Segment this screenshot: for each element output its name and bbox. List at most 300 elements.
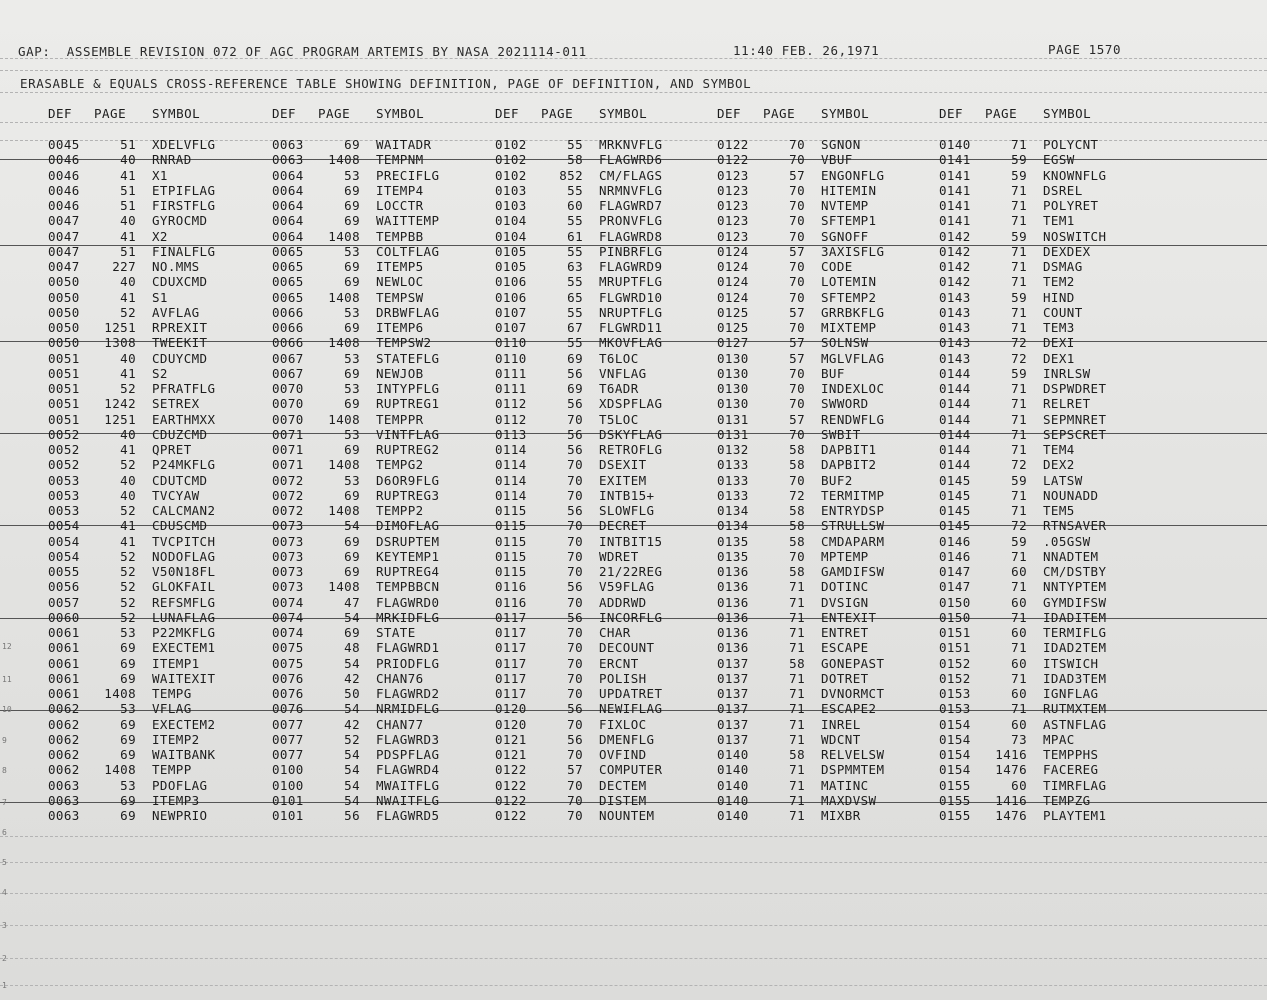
symbol-cell: STATEFLG <box>376 350 440 366</box>
def-cell: 0062 <box>48 701 80 717</box>
table-row <box>495 473 717 488</box>
table-row <box>939 213 1161 228</box>
table-row <box>48 595 270 610</box>
symbol-cell: GYMDIFSW <box>1043 594 1107 610</box>
page-cell: 41 <box>120 228 136 244</box>
symbol-cell: CDUTCMD <box>152 472 208 488</box>
page-cell: 57 <box>789 243 805 259</box>
page-cell: 51 <box>120 198 136 213</box>
page-cell: 71 <box>1011 442 1027 457</box>
page-cell: 71 <box>1011 259 1027 274</box>
symbol-cell: KNOWNFLG <box>1043 167 1107 183</box>
page-cell: 71 <box>789 716 805 732</box>
def-cell: 0073 <box>272 518 304 534</box>
table-row <box>495 229 717 244</box>
page-cell: 71 <box>1011 640 1027 656</box>
table-row <box>272 503 494 518</box>
def-cell: 0102 <box>495 152 527 168</box>
symbol-cell: DECTEM <box>599 777 647 793</box>
page-cell: 53 <box>344 243 360 259</box>
def-cell: 0112 <box>495 411 527 427</box>
page-cell: 71 <box>1011 243 1027 259</box>
def-cell: 0131 <box>717 411 749 427</box>
symbol-cell: FLAGWRD1 <box>376 640 440 656</box>
table-row <box>495 168 717 183</box>
symbol-cell: PRONVFLG <box>599 213 663 229</box>
table-row <box>939 412 1161 427</box>
def-cell: 0116 <box>495 579 527 595</box>
page-cell: 1308 <box>104 335 136 351</box>
page-cell: 70 <box>789 274 805 290</box>
page-cell: 56 <box>567 503 583 518</box>
symbol-cell: GLOKFAIL <box>152 579 216 595</box>
def-cell: 0145 <box>939 487 971 503</box>
def-cell: 0141 <box>939 152 971 168</box>
page-cell: 1408 <box>328 289 360 305</box>
symbol-cell: DRBWFLAG <box>376 304 440 320</box>
def-cell: 0111 <box>495 365 527 381</box>
symbol-cell: GRRBKFLG <box>821 304 885 320</box>
page-cell: 60 <box>1011 594 1027 610</box>
column-header <box>717 106 939 124</box>
ruled-line <box>0 958 1267 959</box>
def-cell: 0142 <box>939 274 971 290</box>
def-cell: 0106 <box>495 274 527 290</box>
def-cell: 0103 <box>495 182 527 198</box>
def-cell: 0137 <box>717 716 749 732</box>
table-row <box>495 564 717 579</box>
table-row <box>495 290 717 305</box>
def-cell: 0124 <box>717 259 749 274</box>
table-row <box>272 152 494 167</box>
symbol-cell: INDEXLOC <box>821 381 885 396</box>
symbol-cell: LOTEMIN <box>821 274 877 290</box>
symbol-cell: DEX2 <box>1043 457 1075 473</box>
table-subtitle: ERASABLE & EQUALS CROSS-REFERENCE TABLE SHOWING DEFINITION, PAGE OF DEFINITION, AND SYMBOL <box>20 76 752 91</box>
page-cell: 40 <box>120 152 136 168</box>
table-row <box>717 579 939 594</box>
def-cell: 0154 <box>939 731 971 747</box>
page-cell: 70 <box>789 381 805 396</box>
table-row <box>48 671 270 686</box>
table-row <box>272 762 494 777</box>
symbol-cell: INTB15+ <box>599 487 655 503</box>
def-cell: 0115 <box>495 503 527 518</box>
page-cell: 71 <box>1011 320 1027 335</box>
symbol-cell: PDSPFLAG <box>376 747 440 762</box>
page-cell: 58 <box>789 533 805 549</box>
symbol-cell: FLAGWRD3 <box>376 731 440 747</box>
page-cell: 70 <box>567 518 583 534</box>
def-cell: 0144 <box>939 396 971 412</box>
page-cell: 1408 <box>104 686 136 701</box>
table-row <box>939 229 1161 244</box>
page-cell: 59 <box>1011 167 1027 183</box>
table-row <box>717 335 939 350</box>
page-cell: 70 <box>567 411 583 427</box>
table-row <box>717 610 939 625</box>
symbol-cell: NWAITFLG <box>376 792 440 808</box>
table-row <box>939 640 1161 655</box>
def-cell: 0123 <box>717 198 749 213</box>
page-cell: 71 <box>789 777 805 793</box>
symbol-cell: RUTMXTEM <box>1043 701 1107 717</box>
def-cell: 0064 <box>272 228 304 244</box>
page-cell: 70 <box>789 472 805 488</box>
margin-number: 8 <box>2 766 7 775</box>
table-row <box>939 168 1161 183</box>
table-row <box>717 290 939 305</box>
table-row <box>495 183 717 198</box>
def-cell: 0062 <box>48 716 80 732</box>
table-row <box>48 168 270 183</box>
symbol-cell: TEMPG2 <box>376 457 424 473</box>
margin-number: 10 <box>2 705 12 714</box>
def-cell: 0130 <box>717 365 749 381</box>
page-cell: 70 <box>789 259 805 274</box>
table-row <box>495 610 717 625</box>
def-cell: 0100 <box>272 762 304 778</box>
symbol-cell: P24MKFLG <box>152 457 216 473</box>
symbol-cell: EXECTEM1 <box>152 640 216 656</box>
def-cell: 0154 <box>939 762 971 778</box>
table-row <box>48 488 270 503</box>
page-cell: 59 <box>1011 228 1027 244</box>
page-cell: 54 <box>344 762 360 778</box>
table-row <box>48 427 270 442</box>
symbol-cell: QPRET <box>152 442 192 457</box>
page-cell: 1408 <box>328 503 360 518</box>
symbol-cell: FACEREG <box>1043 762 1099 778</box>
table-row <box>939 198 1161 213</box>
page-cell: 53 <box>344 472 360 488</box>
def-cell: 0116 <box>495 594 527 610</box>
page-cell: 70 <box>789 320 805 335</box>
table-row <box>717 366 939 381</box>
page-cell: 42 <box>344 716 360 732</box>
page-cell: 70 <box>789 182 805 198</box>
symbol-cell: UPDATRET <box>599 686 663 701</box>
table-row <box>939 366 1161 381</box>
table-row <box>48 808 270 823</box>
def-cell: 0113 <box>495 426 527 442</box>
def-cell: 0144 <box>939 411 971 427</box>
table-row <box>939 717 1161 732</box>
def-cell: 0051 <box>48 350 80 366</box>
table-row <box>495 442 717 457</box>
page-cell: 1408 <box>328 579 360 595</box>
page-cell: 1408 <box>328 228 360 244</box>
page-cell: 52 <box>120 503 136 518</box>
symbol-cell: TERMIFLG <box>1043 625 1107 640</box>
page-cell: 40 <box>120 472 136 488</box>
page-cell: 1416 <box>995 747 1027 762</box>
symbol-cell: RUPTREG3 <box>376 487 440 503</box>
page-cell: 55 <box>567 274 583 290</box>
symbol-cell: DIMOFLAG <box>376 518 440 534</box>
symbol-cell: POLISH <box>599 670 647 686</box>
def-cell: 0133 <box>717 487 749 503</box>
table-row <box>717 747 939 762</box>
symbol-cell: LUNAFLAG <box>152 609 216 625</box>
symbol-cell: NRMNVFLG <box>599 182 663 198</box>
symbol-cell: FLGWRD10 <box>599 289 663 305</box>
table-row <box>939 579 1161 594</box>
def-cell: 0107 <box>495 320 527 335</box>
table-row <box>48 351 270 366</box>
def-cell: 0144 <box>939 442 971 457</box>
def-cell: 0152 <box>939 655 971 671</box>
ruled-line <box>0 985 1267 986</box>
page-cell: 1476 <box>995 762 1027 778</box>
table-row <box>717 701 939 716</box>
table-row <box>939 595 1161 610</box>
table-rows <box>48 137 270 823</box>
def-cell: 0115 <box>495 548 527 564</box>
symbol-cell: INRLSW <box>1043 365 1091 381</box>
page-cell: 70 <box>567 640 583 656</box>
def-cell: 0140 <box>717 747 749 762</box>
header-symbol: SYMBOL <box>152 106 201 121</box>
table-row <box>48 701 270 716</box>
symbol-cell: RTNSAVER <box>1043 518 1107 534</box>
page-cell: 70 <box>567 625 583 640</box>
page-cell: 70 <box>567 686 583 701</box>
symbol-cell: MGLVFLAG <box>821 350 885 366</box>
symbol-cell: WAITTEMP <box>376 213 440 229</box>
page-cell: 41 <box>120 289 136 305</box>
symbol-cell: DEXI <box>1043 335 1075 351</box>
symbol-cell: COUNT <box>1043 304 1083 320</box>
symbol-cell: REFSMFLG <box>152 594 216 610</box>
page-cell: 59 <box>1011 533 1027 549</box>
page-cell: 69 <box>344 365 360 381</box>
def-cell: 0073 <box>272 533 304 549</box>
header-page: PAGE <box>541 106 574 121</box>
symbol-cell: BUF2 <box>821 472 853 488</box>
page-cell: 56 <box>344 808 360 823</box>
def-cell: 0061 <box>48 655 80 671</box>
page-cell: 70 <box>567 792 583 808</box>
table-row <box>48 305 270 320</box>
page-cell: 52 <box>120 548 136 564</box>
table-row <box>48 152 270 167</box>
def-cell: 0123 <box>717 228 749 244</box>
def-cell: 0067 <box>272 350 304 366</box>
page-cell: 59 <box>1011 472 1027 488</box>
def-cell: 0121 <box>495 747 527 762</box>
table-rows <box>272 137 494 823</box>
page-cell: 54 <box>344 701 360 717</box>
symbol-cell: FLAGWRD9 <box>599 259 663 274</box>
table-row <box>717 244 939 259</box>
def-cell: 0046 <box>48 182 80 198</box>
page-cell: 54 <box>344 518 360 534</box>
table-row <box>495 198 717 213</box>
table-row <box>717 793 939 808</box>
def-cell: 0130 <box>717 350 749 366</box>
page-cell: 59 <box>1011 289 1027 305</box>
page-cell: 63 <box>567 259 583 274</box>
table-row <box>495 671 717 686</box>
symbol-cell: INTYPFLG <box>376 381 440 396</box>
def-cell: 0140 <box>939 137 971 152</box>
ruled-line <box>0 893 1267 894</box>
def-cell: 0052 <box>48 426 80 442</box>
def-cell: 0146 <box>939 548 971 564</box>
def-cell: 0076 <box>272 701 304 717</box>
def-cell: 0130 <box>717 396 749 412</box>
table-row <box>272 335 494 350</box>
table-row <box>272 717 494 732</box>
def-cell: 0120 <box>495 716 527 732</box>
symbol-cell: ITEMP2 <box>152 731 200 747</box>
table-row <box>717 717 939 732</box>
ruled-line <box>0 836 1267 837</box>
symbol-cell: TEMPP2 <box>376 503 424 518</box>
def-cell: 0144 <box>939 426 971 442</box>
symbol-cell: CDUYCMD <box>152 350 208 366</box>
symbol-cell: STATE <box>376 625 416 640</box>
def-cell: 0052 <box>48 457 80 473</box>
def-cell: 0050 <box>48 274 80 290</box>
page-cell: 70 <box>567 808 583 823</box>
def-cell: 0125 <box>717 320 749 335</box>
def-cell: 0062 <box>48 762 80 778</box>
header-page: PAGE <box>318 106 351 121</box>
ruled-line <box>0 925 1267 926</box>
symbol-cell: DVSIGN <box>821 594 869 610</box>
table-row <box>48 412 270 427</box>
table-row <box>48 320 270 335</box>
page-cell: 55 <box>567 137 583 152</box>
table-row <box>272 732 494 747</box>
def-cell: 0056 <box>48 579 80 595</box>
page-cell: 47 <box>344 594 360 610</box>
table-row <box>717 442 939 457</box>
header-symbol: SYMBOL <box>821 106 870 121</box>
symbol-cell: MAXDVSW <box>821 792 877 808</box>
page-cell: 71 <box>789 701 805 717</box>
def-cell: 0150 <box>939 609 971 625</box>
def-cell: 0141 <box>939 167 971 183</box>
def-cell: 0063 <box>272 137 304 152</box>
page-cell: 69 <box>120 655 136 671</box>
page-cell: 73 <box>1011 731 1027 747</box>
def-cell: 0141 <box>939 198 971 213</box>
table-row <box>272 427 494 442</box>
page-cell: 70 <box>567 777 583 793</box>
table-row <box>717 488 939 503</box>
symbol-cell: RUPTREG2 <box>376 442 440 457</box>
page-cell: 71 <box>789 686 805 701</box>
header-symbol: SYMBOL <box>1043 106 1092 121</box>
symbol-cell: ITEMP5 <box>376 259 424 274</box>
table-row <box>48 564 270 579</box>
symbol-cell: FLAGWRD6 <box>599 152 663 168</box>
def-cell: 0065 <box>272 289 304 305</box>
table-row <box>939 610 1161 625</box>
page-cell: 58 <box>789 747 805 762</box>
table-row <box>48 274 270 289</box>
symbol-cell: DSMAG <box>1043 259 1083 274</box>
margin-number: 9 <box>2 736 7 745</box>
page-cell: 40 <box>120 274 136 290</box>
page-cell: 52 <box>120 304 136 320</box>
table-row <box>48 747 270 762</box>
symbol-cell: PRIODFLG <box>376 655 440 671</box>
page-cell: 69 <box>344 564 360 579</box>
symbol-cell: ADDRWD <box>599 594 647 610</box>
def-cell: 0137 <box>717 686 749 701</box>
symbol-cell: LOCCTR <box>376 198 424 213</box>
table-row <box>48 579 270 594</box>
def-cell: 0076 <box>272 686 304 701</box>
def-cell: 0101 <box>272 808 304 823</box>
table-row <box>717 183 939 198</box>
symbol-cell: DVNORMCT <box>821 686 885 701</box>
page-cell: 72 <box>1011 350 1027 366</box>
table-row <box>272 305 494 320</box>
def-cell: 0144 <box>939 365 971 381</box>
symbol-cell: NNTYPTEM <box>1043 579 1107 595</box>
table-row <box>48 518 270 533</box>
symbol-cell: SEPMNRET <box>1043 411 1107 427</box>
symbol-cell: GYROCMD <box>152 213 208 229</box>
page-cell: 52 <box>120 609 136 625</box>
page-cell: 1476 <box>995 808 1027 823</box>
listing-page-number: PAGE 1570 <box>1048 42 1122 57</box>
def-cell: 0074 <box>272 609 304 625</box>
symbol-cell: MRKNVFLG <box>599 137 663 152</box>
def-cell: 0063 <box>48 792 80 808</box>
def-cell: 0115 <box>495 564 527 579</box>
margin-number: 7 <box>2 798 7 807</box>
ruled-line <box>0 862 1267 863</box>
symbol-cell: POLYRET <box>1043 198 1099 213</box>
table-row <box>272 457 494 472</box>
table-row <box>495 793 717 808</box>
table-row <box>939 793 1161 808</box>
page-cell: 56 <box>567 426 583 442</box>
table-row <box>495 778 717 793</box>
def-cell: 0072 <box>272 472 304 488</box>
page-cell: 70 <box>789 228 805 244</box>
symbol-cell: SGNOFF <box>821 228 869 244</box>
table-row <box>495 686 717 701</box>
page-cell: 69 <box>344 396 360 412</box>
page-cell: 54 <box>344 609 360 625</box>
table-row <box>272 686 494 701</box>
symbol-cell: TEMPSW2 <box>376 335 432 351</box>
table-row <box>717 732 939 747</box>
table-row <box>717 274 939 289</box>
page-cell: 41 <box>120 533 136 549</box>
def-cell: 0053 <box>48 472 80 488</box>
header-symbol: SYMBOL <box>376 106 425 121</box>
table-row <box>939 732 1161 747</box>
margin-number: 2 <box>2 954 7 963</box>
symbol-cell: S1 <box>152 289 168 305</box>
table-row <box>495 808 717 823</box>
def-cell: 0153 <box>939 701 971 717</box>
page-cell: 852 <box>559 167 583 183</box>
symbol-cell: CM/FLAGS <box>599 167 663 183</box>
table-row <box>272 229 494 244</box>
page-cell: 69 <box>344 625 360 640</box>
def-cell: 0146 <box>939 533 971 549</box>
def-cell: 0060 <box>48 609 80 625</box>
